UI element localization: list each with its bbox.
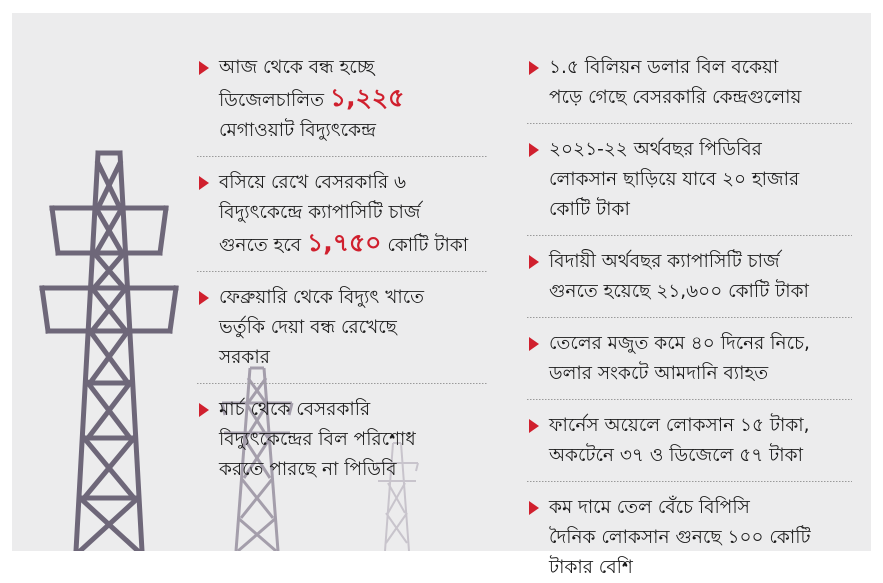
item-text: বসিয়ে রেখে বেসরকারি ৬ বিদ্যুৎকেন্দ্রে ক্যাপাসিটি চার্জ গুনতে হবে bbox=[219, 172, 421, 256]
bullet-arrow-icon bbox=[199, 176, 209, 190]
divider bbox=[527, 123, 852, 124]
item-text: বিদায়ী অর্থবছর ক্যাপাসিটি চার্জ গুনতে হয়েছে ২১,৬০০ কোটি টাকা bbox=[549, 251, 809, 302]
list-item bbox=[197, 168, 487, 261]
list-item bbox=[197, 283, 487, 373]
item-text: মেগাওয়াট বিদ্যুৎকেন্দ্র bbox=[219, 120, 377, 141]
bullet-arrow-icon bbox=[199, 403, 209, 417]
bullet-arrow-icon bbox=[529, 143, 539, 157]
highlight-number: ১,৭৫০ bbox=[306, 228, 382, 257]
divider bbox=[527, 481, 852, 482]
list-item bbox=[527, 493, 852, 583]
bullet-arrow-icon bbox=[199, 291, 209, 305]
bullet-arrow-icon bbox=[529, 419, 539, 433]
bullet-arrow-icon bbox=[529, 61, 539, 75]
item-text: আজ থেকে বন্ধ হচ্ছে ডিজেলচালিত bbox=[219, 57, 375, 111]
bullet-arrow-icon bbox=[199, 61, 209, 75]
highlight-number: ১,২২৫ bbox=[329, 83, 405, 112]
right-column bbox=[527, 53, 852, 583]
item-text: কোটি টাকা bbox=[381, 235, 469, 256]
item-text: তেলের মজুত কমে ৪০ দিনের নিচে, ডলার সংকটে আমদানি ব্যাহত bbox=[549, 333, 810, 384]
divider bbox=[197, 383, 487, 384]
list-item bbox=[197, 395, 487, 485]
list-item bbox=[527, 411, 852, 471]
list-item bbox=[197, 53, 487, 146]
item-text: মার্চ থেকে বেসরকারি বিদ্যুৎকেন্দ্রের বিল পরিশোধ করতে পারছে না পিডিবি bbox=[219, 399, 416, 480]
list-item bbox=[527, 53, 852, 113]
infographic-panel bbox=[12, 13, 871, 578]
list-item bbox=[527, 329, 852, 389]
divider bbox=[197, 156, 487, 157]
item-text: ফার্নেস অয়েলে লোকসান ১৫ টাকা, অকটেনে ৩৭ ও ডিজেলে ৫৭ টাকা bbox=[549, 415, 810, 466]
item-text: ১.৫ বিলিয়ন ডলার বিল বকেয়া পড়ে গেছে বেসরকারি কেন্দ্রগুলোয় bbox=[549, 57, 802, 108]
left-column bbox=[197, 53, 487, 485]
list-item bbox=[527, 247, 852, 307]
bullet-arrow-icon bbox=[529, 337, 539, 351]
list-item bbox=[527, 135, 852, 225]
item-text: ২০২১-২২ অর্থবছর পিডিবির লোকসান ছাড়িয়ে যাবে ২০ হাজার কোটি টাকা bbox=[549, 139, 800, 220]
divider bbox=[527, 235, 852, 236]
divider bbox=[527, 317, 852, 318]
divider bbox=[527, 399, 852, 400]
divider bbox=[197, 271, 487, 272]
item-text: কম দামে তেল বেঁচে বিপিসি দৈনিক লোকসান গুনছে ১০০ কোটি টাকার বেশি bbox=[549, 497, 811, 578]
bullet-arrow-icon bbox=[529, 255, 539, 269]
item-text: ফেব্রুয়ারি থেকে বিদ্যুৎ খাতে ভর্তুকি দেয়া বন্ধ রেখেছে সরকার bbox=[219, 287, 425, 368]
tower-near-icon bbox=[42, 153, 176, 551]
bullet-arrow-icon bbox=[529, 501, 539, 515]
